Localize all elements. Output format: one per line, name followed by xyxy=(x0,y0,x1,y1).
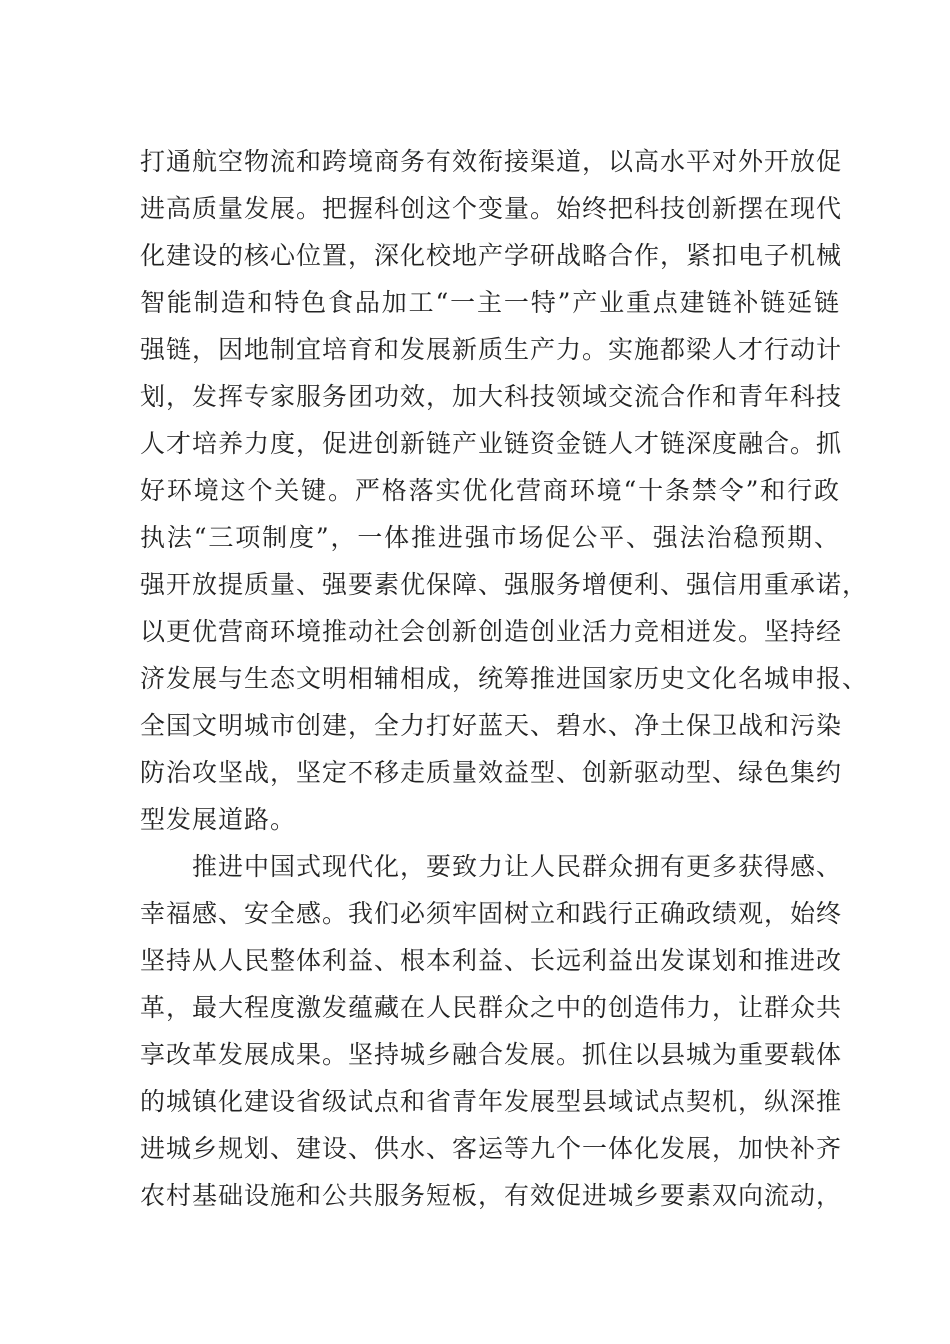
body-text xyxy=(140,138,869,1219)
paragraph-2 xyxy=(140,843,843,1219)
text-line: 济发展与生态文明相辅相成，统筹推进国家历史文化名城申报、 xyxy=(140,664,869,693)
text-line: 化建设的核心位置，深化校地产学研战略合作，紧扣电子机械 xyxy=(140,241,843,270)
text-line: 革，最大程度激发蕴藏在人民群众之中的创造伟力，让群众共 xyxy=(140,993,843,1022)
text-line: 执法“三项制度”，一体推进强市场促公平、强法治稳预期、 xyxy=(140,523,840,552)
text-line: 好环境这个关键。严格落实优化营商环境“十条禁令”和行政 xyxy=(140,476,840,505)
text-line: 防治攻坚战，坚定不移走质量效益型、创新驱动型、绿色集约 xyxy=(140,758,843,787)
text-line: 进高质量发展。把握科创这个变量。始终把科技创新摆在现代 xyxy=(140,194,843,223)
text-line: 享改革发展成果。坚持城乡融合发展。抓住以县城为重要载体 xyxy=(140,1040,843,1069)
text-line: 打通航空物流和跨境商务有效衔接渠道，以高水平对外开放促 xyxy=(140,147,843,176)
text-line-first: 推进中国式现代化，要致力让人民群众拥有更多获得感、 xyxy=(192,852,843,881)
text-line: 的城镇化建设省级试点和省青年发展型县域试点契机，纵深推 xyxy=(140,1087,843,1116)
text-line: 以更优营商环境推动社会创新创造创业活力竞相迸发。坚持经 xyxy=(140,617,843,646)
paragraph-1 xyxy=(140,138,869,843)
text-line-last: 型发展道路。 xyxy=(140,805,297,834)
text-line: 坚持从人民整体利益、根本利益、长远利益出发谋划和推进改 xyxy=(140,946,843,975)
text-line: 全国文明城市创建，全力打好蓝天、碧水、净土保卫战和污染 xyxy=(140,711,843,740)
text-line: 人才培养力度，促进创新链产业链资金链人才链深度融合。抓 xyxy=(140,429,843,458)
text-line: 智能制造和特色食品加工“一主一特”产业重点建链补链延链 xyxy=(140,288,840,317)
text-line: 幸福感、安全感。我们必须牢固树立和践行正确政绩观，始终 xyxy=(140,899,843,928)
text-line: 强链，因地制宜培育和发展新质生产力。实施都梁人才行动计 xyxy=(140,335,843,364)
text-line: 强开放提质量、强要素优保障、强服务增便利、强信用重承诺， xyxy=(140,570,869,599)
text-line: 农村基础设施和公共服务短板，有效促进城乡要素双向流动， xyxy=(140,1181,843,1210)
text-line: 划，发挥专家服务团功效，加大科技领域交流合作和青年科技 xyxy=(140,382,843,411)
text-line: 进城乡规划、建设、供水、客运等九个一体化发展，加快补齐 xyxy=(140,1134,843,1163)
